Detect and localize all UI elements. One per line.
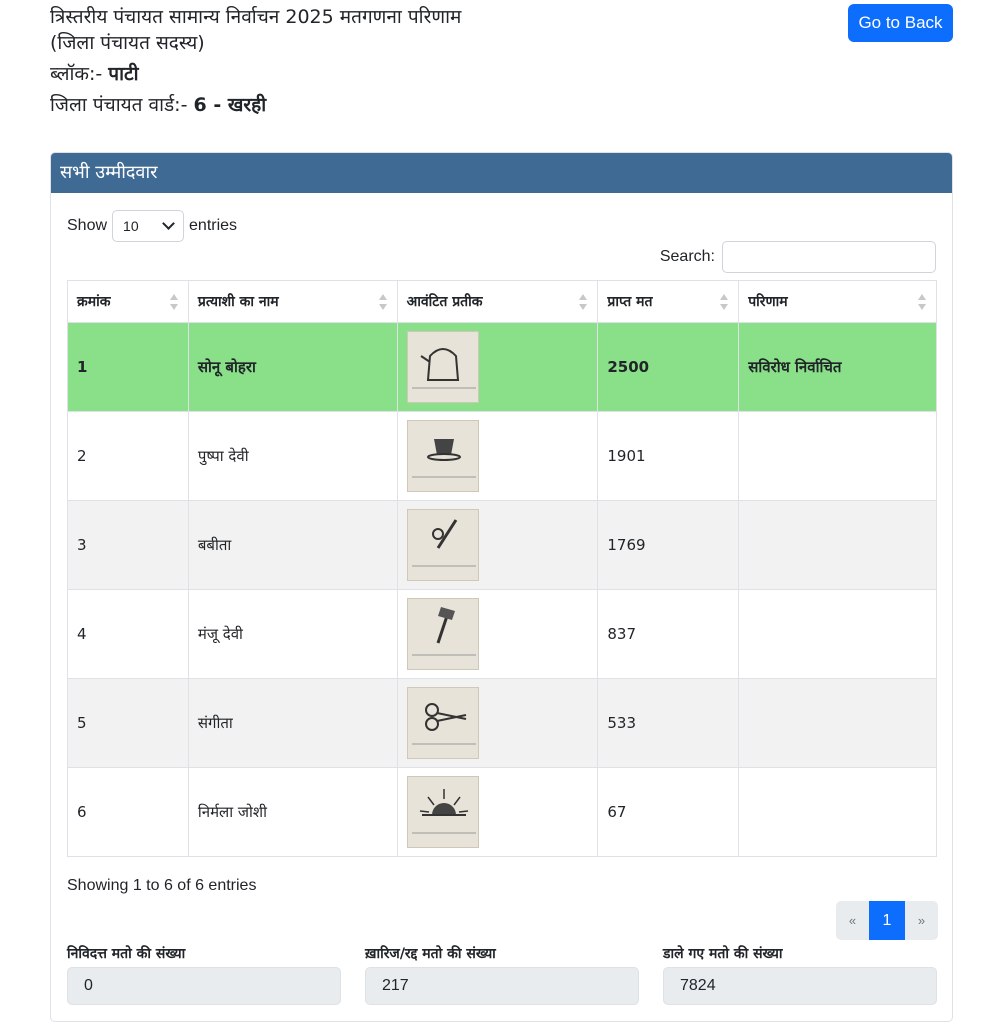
results-table (67, 280, 937, 857)
ward-value: 6 - खरही (193, 94, 267, 116)
table-row (68, 501, 937, 590)
search-input[interactable] (722, 241, 936, 273)
cell-result (739, 501, 937, 590)
tendered-votes-value: 0 (67, 967, 341, 1005)
go-back-button[interactable]: Go to Back (848, 4, 953, 42)
cell-votes: 2500 (598, 323, 739, 412)
pagination-next[interactable]: » (905, 901, 938, 940)
candidates-card (50, 152, 953, 1022)
rejected-votes-field (365, 943, 639, 1005)
rejected-votes-label: ख़ारिज/रद्द मतो की संख्या (365, 946, 496, 962)
table-row (68, 590, 937, 679)
rising-sun-icon (407, 776, 479, 848)
cell-votes: 1769 (598, 501, 739, 590)
block-line (50, 61, 750, 87)
cup-saucer-icon (407, 420, 479, 492)
sort-icon (379, 294, 387, 310)
page-header (50, 4, 750, 118)
tendered-votes-field (67, 943, 341, 1005)
table-info: Showing 1 to 6 of 6 entries (67, 877, 257, 894)
cell-votes: 1901 (598, 412, 739, 501)
total-votes-value: 7824 (663, 967, 937, 1005)
cell-name: मंजू देवी (188, 590, 397, 679)
cell-sno: 2 (68, 412, 189, 501)
cell-name: निर्मला जोशी (188, 768, 397, 857)
cell-votes: 837 (598, 590, 739, 679)
table-row (68, 323, 937, 412)
pagination (836, 901, 938, 940)
cell-sno: 5 (68, 679, 189, 768)
cell-name: संगीता (188, 679, 397, 768)
cell-result (739, 412, 937, 501)
cell-result (739, 679, 937, 768)
show-label: Show (67, 217, 108, 234)
cell-sno: 3 (68, 501, 189, 590)
search-label: Search: (659, 248, 715, 265)
block-value: पाटी (108, 63, 139, 85)
column-header-name[interactable]: प्रत्याशी का नाम (188, 281, 397, 323)
table-row (68, 679, 937, 768)
cell-votes: 67 (598, 768, 739, 857)
block-label: ब्लॉक:- (50, 63, 103, 85)
cell-result (739, 768, 937, 857)
cell-name: सोनू बोहरा (188, 323, 397, 412)
page-subtitle: (जिला पंचायत सदस्य) (50, 32, 205, 54)
pagination-previous[interactable]: « (836, 901, 869, 940)
cell-sno: 6 (68, 768, 189, 857)
cell-result: सविरोध निर्वाचित (739, 323, 937, 412)
table-row (68, 412, 937, 501)
cell-name: पुष्पा देवी (188, 412, 397, 501)
column-header-sno[interactable]: क्रमांक (68, 281, 189, 323)
page-title: त्रिस्तरीय पंचायत सामान्य निर्वाचन 2025 मतगणना परिणाम (50, 6, 462, 28)
ward-label: जिला पंचायत वार्ड:- (50, 94, 188, 116)
entries-label: entries (189, 217, 238, 234)
kettle-icon (407, 331, 479, 403)
column-header-result[interactable]: परिणाम (739, 281, 937, 323)
entries-select-value: 10 (123, 218, 139, 234)
sort-icon (170, 294, 178, 310)
card-title: सभी उम्मीदवार (51, 153, 952, 193)
cell-sno: 1 (68, 323, 189, 412)
entries-select[interactable] (112, 210, 184, 242)
cell-result (739, 590, 937, 679)
pagination-page[interactable]: 1 (869, 901, 905, 940)
sort-icon (918, 294, 926, 310)
cell-votes: 533 (598, 679, 739, 768)
table-header-row (68, 281, 937, 323)
ward-line (50, 92, 750, 118)
entries-length-control (67, 210, 237, 242)
sort-icon (720, 294, 728, 310)
total-votes-label: डाले गए मतो की संख्या (663, 946, 783, 962)
sort-icon (579, 294, 587, 310)
search-control (660, 241, 936, 273)
cell-name: बबीता (188, 501, 397, 590)
table-row (68, 768, 937, 857)
tendered-votes-label: निविदत्त मतो की संख्या (67, 946, 186, 962)
column-header-votes[interactable]: प्राप्त मत (598, 281, 739, 323)
scissors-icon (407, 687, 479, 759)
total-votes-field (663, 943, 937, 1005)
axe-icon (407, 598, 479, 670)
pen-nib-icon (407, 509, 479, 581)
column-header-symbol[interactable]: आवंटित प्रतीक (397, 281, 598, 323)
cell-sno: 4 (68, 590, 189, 679)
rejected-votes-value: 217 (365, 967, 639, 1005)
chevron-down-icon (162, 217, 175, 230)
